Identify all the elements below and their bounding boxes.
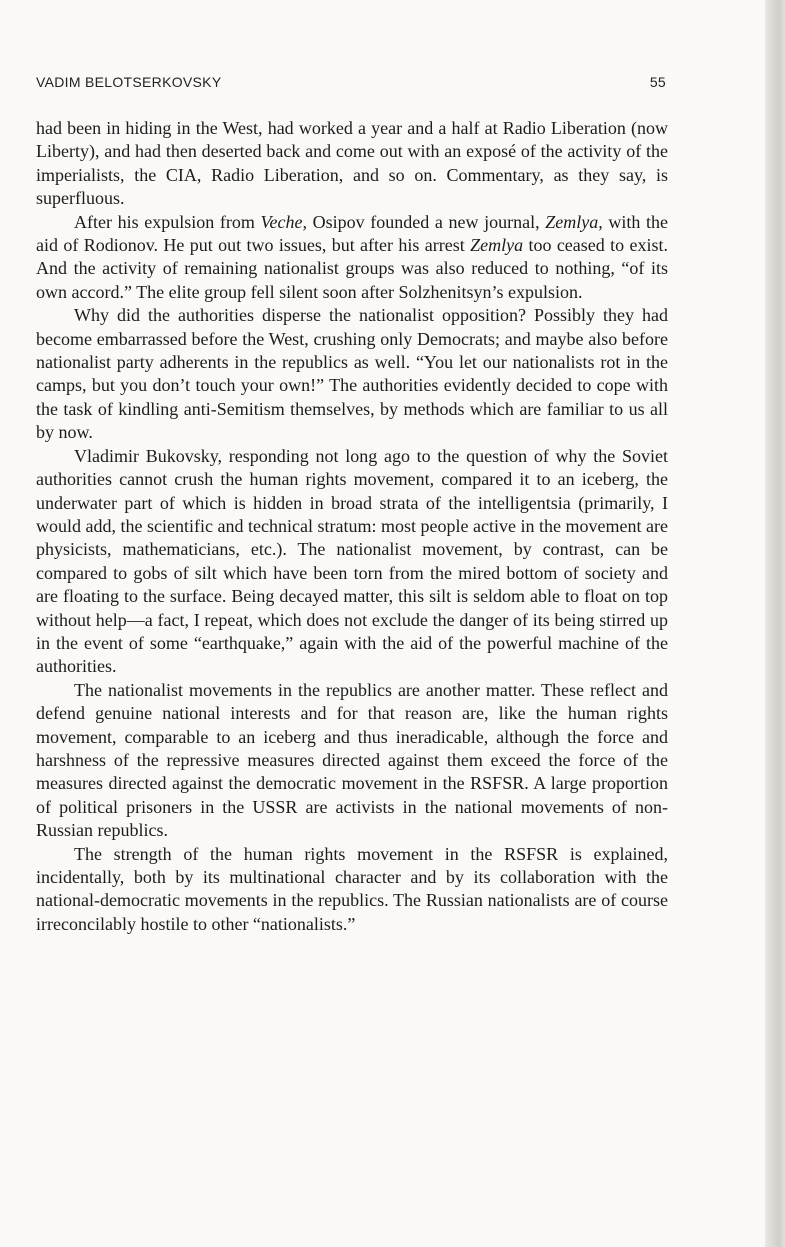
- paragraph-text: After his expulsion from: [74, 211, 261, 232]
- page-number: 55: [649, 74, 666, 90]
- paragraph-continued: had been in hiding in the West, had worked a year and a half at Radio Liberation (now Liberty), and had then deserted back and come out with an exposé of the activity of the imperialists, the CIA, Radio Liberation, and so on. Commentary, as they say, is superfluous.: [36, 118, 668, 209]
- paragraph-text: with the aid of Rodionov. He put out two issues, but after his arrest: [36, 211, 669, 256]
- paragraph-text: Osipov founded a new journal,: [306, 211, 546, 232]
- paragraph-republics: The nationalist movements in the republics are another matter. These reflect and defend genuine national interests and for that reason are, like the human rights movement, comparable to an iceberg and thus ineradicable, although the force and harshness of the repressive measures directed against them exceed the force of the measures directed against the democratic movement in the RSFSR. A large proportion of political prisoners in the USSR are activists in the national movements of non-Russian republics.: [36, 679, 668, 841]
- journal-title-zemlya-2: Zemlya: [470, 235, 524, 256]
- paragraph-text: too ceased to exist. And the activity of remaining nationalist groups was also reduced to nothing, “of its own accord.” The elite group fell silent soon after Solzhenitsyn’s expulsion.: [36, 235, 668, 302]
- journal-title-veche: Veche,: [260, 211, 307, 232]
- journal-title-zemlya: Zemlya,: [545, 211, 603, 232]
- book-spine-shadow: [765, 0, 785, 1247]
- paragraph-bukovsky: Vladimir Bukovsky, responding not long ago to the question of why the Soviet authorities cannot crush the human rights movement, compared it to an iceberg, the underwater part of which is hidden in broad strata of the intelligentsia (primarily, I would add, the scientific and technical stratum: most people active in the movement are physicists, mathematicians, etc.). The nationalist movement, by contrast, can be compared to gobs of silt which have been torn from the mired bottom of society and are floating to the surface. Being decayed matter, this silt is seldom able to float on top without help—a fact, I repeat, which does not exclude the danger of its being stirred up in the event of some “earthquake,” again with the aid of the powerful machine of the authorities.: [36, 445, 668, 677]
- running-head-author: VADIM BELOTSERKOVSKY: [36, 74, 222, 90]
- paragraph-strength: The strength of the human rights movement in the RSFSR is explained, incidentally, both by its multinational character and by its collaboration with the national-democratic movements in the republics. The Russian nationalists are of course irreconcilably hostile to other “nationalists.”: [36, 843, 668, 934]
- body-text: [36, 117, 668, 936]
- paragraph-osipov: [36, 211, 668, 305]
- paragraph-dispersal: Why did the authorities disperse the nationalist opposition? Possibly they had become embarrassed before the West, crushing only Democrats; and maybe also before nationalist party adherents in the republics as well. “You let our nationalists rot in the camps, but you don’t touch your own!” The authorities evidently decided to cope with the task of kindling anti-Semitism themselves, by methods which are familiar to us all by now.: [36, 305, 668, 443]
- running-header: [36, 74, 666, 92]
